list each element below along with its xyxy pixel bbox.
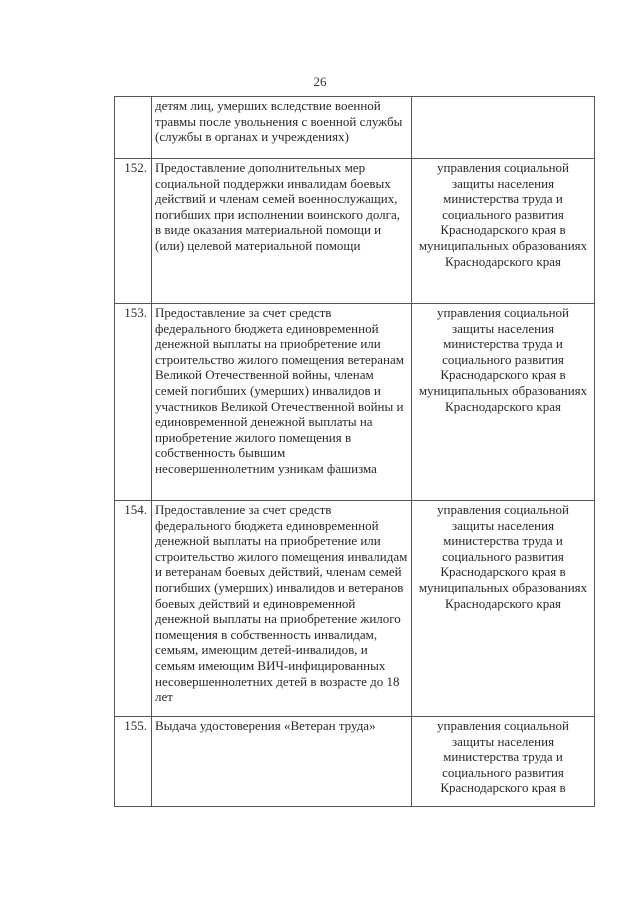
page-number: 26	[313, 74, 327, 89]
service-name: Предоставление дополнительных мер социальной поддержки инвалидам боевых действий и членам семей военнослужащих, погибших при исполнении воинского долга, в виде оказания материальной помощи и (или) целевой материальной помощи	[152, 159, 412, 304]
responsible-organization: управления социальной защиты населения министерства труда и социального развития Краснодарского края в муниципальных образованиях Краснодарского края	[412, 501, 595, 717]
table-row	[115, 97, 595, 159]
responsible-organization: управления социальной защиты населения министерства труда и социального развития Краснодарского края в	[412, 717, 595, 807]
services-table	[114, 96, 595, 807]
row-number: 154.	[115, 501, 152, 717]
responsible-organization: управления социальной защиты населения министерства труда и социального развития Краснодарского края в муниципальных образованиях Краснодарского края	[412, 159, 595, 304]
service-name: Выдача удостоверения «Ветеран труда»	[152, 717, 412, 807]
service-name: Предоставление за счет средств федерального бюджета единовременной денежной выплаты на приобретение или строительство жилого помещения инвалидам и ветеранам боевых действий, членам семей погибших (умерших) инвалидов и ветеранов боевых действий и единовременной денежной выплаты на приобретение жилого помещения в собственность инвалидам, семьям, имеющим детей-инвалидов, и семьям имеющим ВИЧ-инфицированных несовершеннолетних детей в возрасте до 18 лет	[152, 501, 412, 717]
table-row	[115, 304, 595, 501]
row-number: 152.	[115, 159, 152, 304]
row-number	[115, 97, 152, 159]
row-number: 153.	[115, 304, 152, 501]
responsible-organization: управления социальной защиты населения министерства труда и социального развития Краснодарского края в муниципальных образованиях Краснодарского края	[412, 304, 595, 501]
table-row	[115, 717, 595, 807]
service-name: Предоставление за счет средств федерального бюджета единовременной денежной выплаты на приобретение или строительство жилого помещения ветеранам Великой Отечественной войны, членам семей погибших (умерших) инвалидов и участников Великой Отечественной войны и единовременной денежной выплаты на приобретение жилого помещения в собственность бывшим несовершеннолетним узникам фашизма	[152, 304, 412, 501]
row-number: 155.	[115, 717, 152, 807]
service-name: детям лиц, умерших вследствие военной травмы после увольнения с военной службы (службы в органах и учреждениях)	[152, 97, 412, 159]
responsible-organization	[412, 97, 595, 159]
table-row	[115, 159, 595, 304]
table-row	[115, 501, 595, 717]
